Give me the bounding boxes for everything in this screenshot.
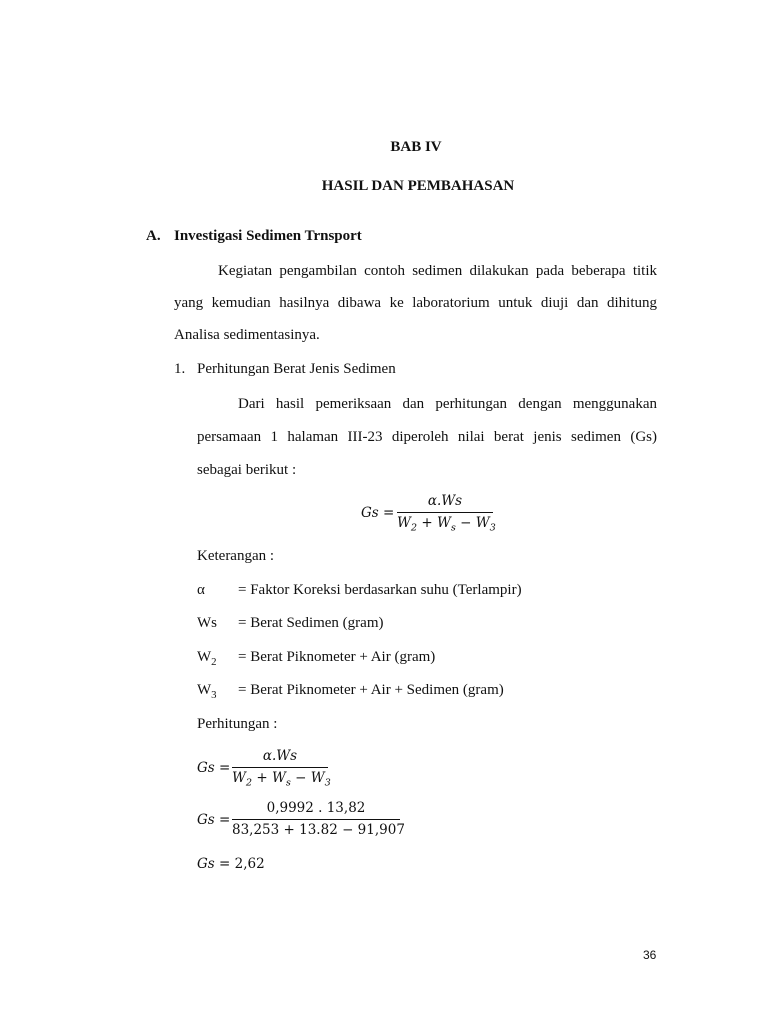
keterangan-symbol: $W_2$ — [197, 649, 217, 668]
section-paragraph-line: Kegiatan pengambilan contoh sedimen dilakukan pada beberapa titik — [218, 263, 657, 279]
section-marker: A. — [146, 228, 161, 244]
fraction-bar — [232, 767, 328, 768]
result-value: 2,62 — [234, 856, 265, 872]
keterangan-desc: = Berat Piknometer + Air (gram) — [238, 649, 436, 665]
step1-numerator: α.Ws — [262, 748, 298, 764]
fraction-bar — [397, 512, 493, 513]
step1-lhs: Gs = — [197, 760, 231, 776]
step2-numerator: 0,9992 . 13,82 — [266, 800, 366, 816]
formula-fraction — [397, 493, 496, 534]
keterangan-desc: = Faktor Koreksi berdasarkan suhu (Terlampir) — [238, 582, 522, 598]
chapter-label: BAB IV — [390, 139, 442, 155]
keterangan-symbol: α — [197, 582, 205, 598]
perhitungan-heading: Perhitungan : — [197, 716, 278, 732]
subsection-marker: 1. — [174, 361, 186, 377]
keterangan-heading: Keterangan : — [197, 548, 275, 564]
formula-lhs: Gs = — [361, 505, 395, 521]
step2-lhs: Gs = — [197, 812, 231, 828]
page-number: 36 — [643, 948, 657, 962]
keterangan-symbol: Ws — [197, 615, 217, 631]
fraction-bar — [232, 819, 400, 820]
result-lhs: Gs = — [197, 856, 231, 872]
step2-fraction — [232, 800, 405, 839]
section-paragraph-line: Analisa sedimentasinya. — [174, 327, 320, 343]
keterangan-desc: = Berat Sedimen (gram) — [238, 615, 384, 631]
step1-fraction — [232, 748, 331, 789]
step1-denominator: $W_2 + W_s - W_3$ — [232, 770, 331, 789]
subsection-paragraph-line: Dari hasil pemeriksaan dan perhitungan dengan menggunakan — [238, 396, 657, 412]
subsection-title: Perhitungan Berat Jenis Sedimen — [197, 361, 396, 377]
keterangan-desc: = Berat Piknometer + Air + Sedimen (gram) — [238, 682, 504, 698]
section-title: Investigasi Sedimen Trnsport — [174, 228, 362, 244]
step2-denominator: 83,253 + 13.82 − 91,907 — [232, 822, 405, 838]
subsection-paragraph-line: persamaan 1 halaman III-23 diperoleh nilai berat jenis sedimen (Gs) — [197, 429, 657, 445]
keterangan-symbol: $W_3$ — [197, 682, 217, 701]
formula-numerator: α.Ws — [427, 493, 463, 509]
formula-denominator: $W_2 + W_s - W_3$ — [397, 515, 496, 534]
subsection-paragraph-line: sebagai berikut : — [197, 462, 297, 478]
section-paragraph-line: yang kemudian hasilnya dibawa ke laboratorium untuk diuji dan dihitung — [174, 295, 657, 311]
result-line — [197, 856, 265, 873]
chapter-title: HASIL DAN PEMBAHASAN — [321, 178, 515, 194]
